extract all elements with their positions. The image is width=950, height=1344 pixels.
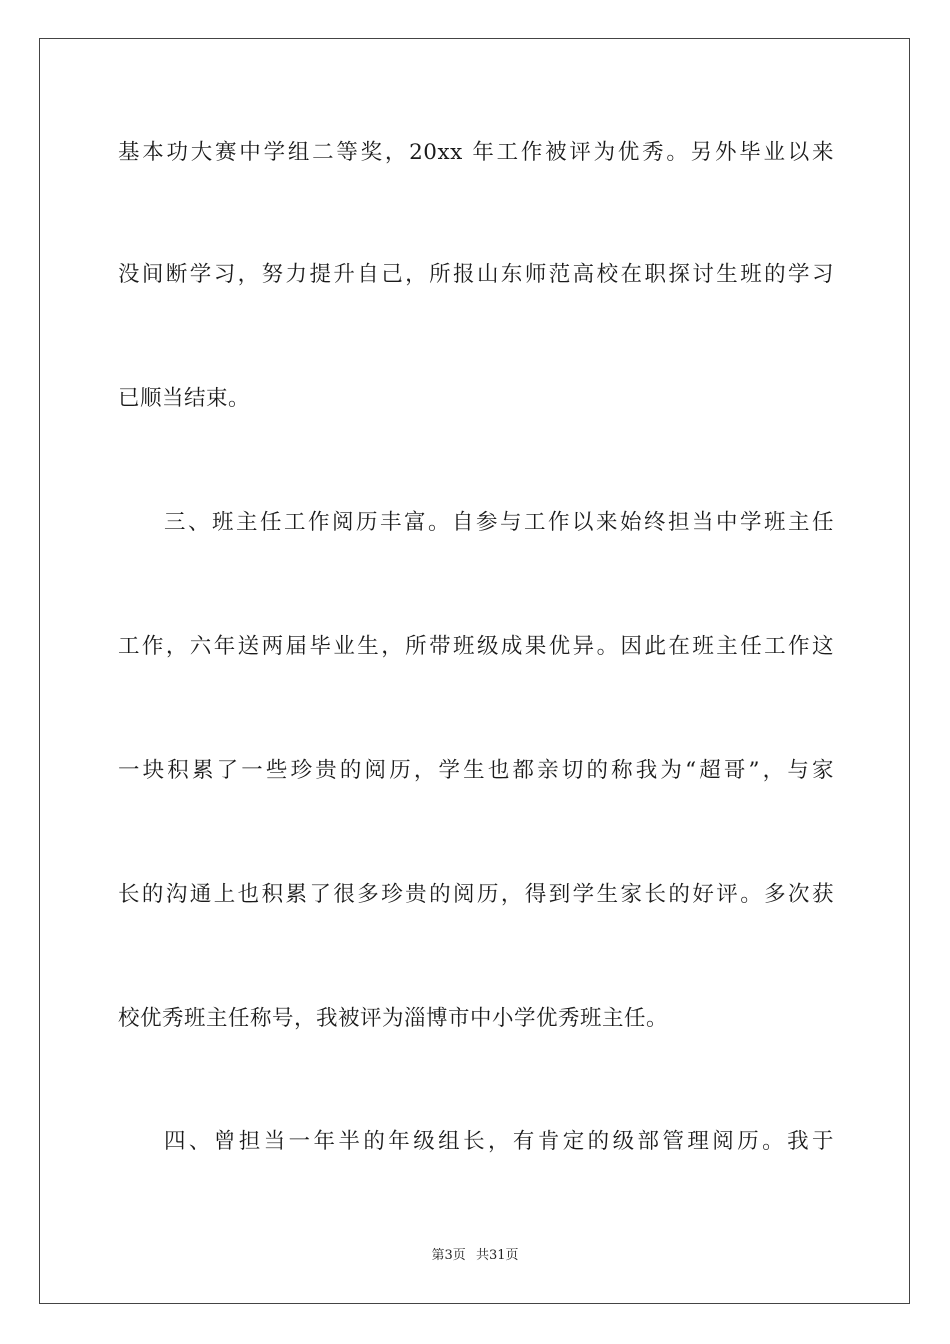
page-number: 第3页 [431, 1248, 466, 1263]
text-line-1: 基本功大赛中学组二等奖，20xx 年工作被评为优秀。另外毕业以来 [118, 140, 834, 165]
page-border [39, 38, 910, 1304]
text-line-5: 工作，六年送两届毕业生，所带班级成果优异。因此在班主任工作这 [118, 634, 834, 659]
text-line-8: 校优秀班主任称号，我被评为淄博市中小学优秀班主任。 [118, 1006, 669, 1031]
text-line-3: 已顺当结束。 [118, 386, 251, 411]
text-line-4: 三、班主任工作阅历丰富。自参与工作以来始终担当中学班主任 [164, 510, 834, 535]
page-footer [0, 1247, 950, 1265]
text-line-6: 一块积累了一些珍贵的阅历，学生也都亲切的称我为“超哥”，与家 [118, 758, 834, 783]
total-pages: 共31页 [475, 1248, 519, 1263]
text-line-2: 没间断学习，努力提升自己，所报山东师范高校在职探讨生班的学习 [118, 262, 834, 287]
text-line-7: 长的沟通上也积累了很多珍贵的阅历，得到学生家长的好评。多次获 [118, 882, 834, 907]
text-line-9: 四、曾担当一年半的年级组长，有肯定的级部管理阅历。我于 [164, 1129, 834, 1154]
